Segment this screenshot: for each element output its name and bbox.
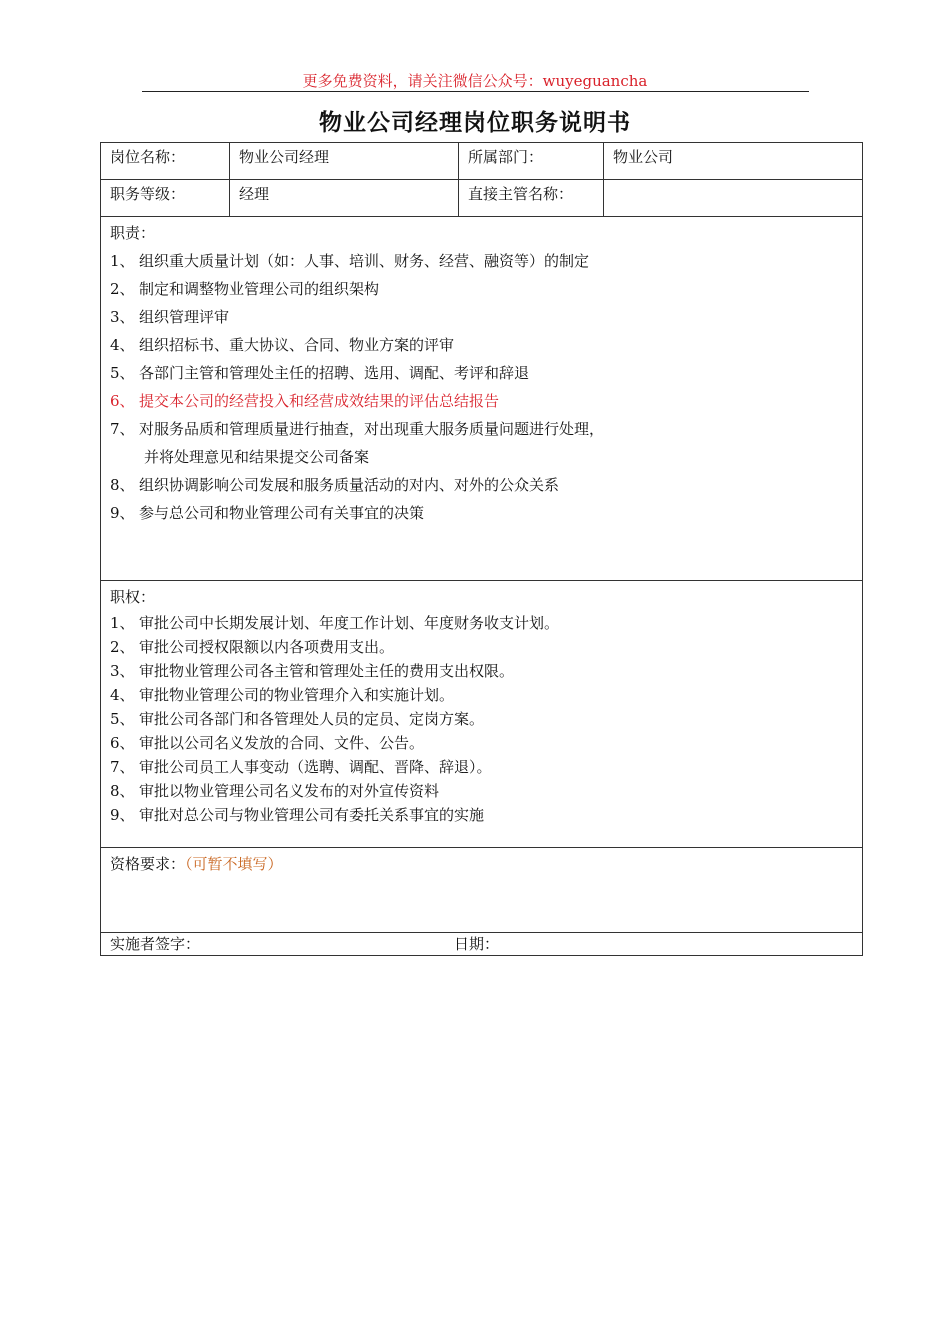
- authority-label: 职权：: [110, 588, 156, 606]
- document-title: 物业公司经理岗位职务说明书: [319, 109, 631, 136]
- list-item: 1、 审批公司中长期发展计划、年度工作计划、年度财务收支计划。: [110, 614, 560, 632]
- list-item: 3、 组织管理评审: [110, 308, 230, 326]
- duties-section: [101, 217, 863, 581]
- duties-label: 职责：: [110, 224, 156, 242]
- info-row-2: [101, 180, 863, 217]
- grade-value: 经理: [230, 180, 459, 217]
- signer-label: 实施者签字：: [110, 935, 201, 953]
- qualification-note: （可暂不填写）: [185, 855, 283, 873]
- authority-section: [101, 581, 863, 848]
- authority-list: [110, 611, 853, 827]
- duties-row: [101, 217, 863, 581]
- info-row-1: [101, 143, 863, 180]
- list-item: 7、 对服务品质和管理质量进行抽查，对出现重大服务质量问题进行处理，: [110, 420, 605, 438]
- list-item: 1、 组织重大质量计划（如：人事、培训、财务、经营、融资等）的制定: [110, 252, 590, 270]
- supervisor-value: [604, 180, 863, 217]
- header-note: 更多免费资料，请关注微信公众号：wuyeguancha: [302, 72, 648, 90]
- list-item-highlighted: 6、 提交本公司的经营投入和经营成效结果的评估总结报告: [110, 392, 500, 410]
- department-label: 所属部门：: [459, 143, 604, 180]
- authority-row: [101, 581, 863, 848]
- qualification-heading: [110, 850, 853, 878]
- list-item: 8、 组织协调影响公司发展和服务质量活动的对内、对外的公众关系: [110, 476, 560, 494]
- supervisor-label: 直接主管名称：: [459, 180, 604, 217]
- header-divider: [142, 91, 809, 92]
- position-label: 岗位名称：: [101, 143, 230, 180]
- qualification-section: [101, 848, 863, 933]
- signature-section: [101, 933, 863, 956]
- date-label: 日期：: [454, 935, 500, 953]
- list-item: 9、 审批对总公司与物业管理公司有委托关系事宜的实施: [110, 806, 485, 824]
- list-item: 4、 组织招标书、重大协议、合同、物业方案的评审: [110, 336, 455, 354]
- list-item: 9、 参与总公司和物业管理公司有关事宜的决策: [110, 504, 425, 522]
- list-item: 2、 制定和调整物业管理公司的组织架构: [110, 280, 380, 298]
- duties-list: [110, 247, 853, 527]
- list-item-continuation: 并将处理意见和结果提交公司备案: [144, 448, 370, 466]
- list-item: 8、 审批以物业管理公司名义发布的对外宣传资料: [110, 782, 440, 800]
- qualification-label: 资格要求：: [110, 855, 186, 873]
- list-item: 5、 审批公司各部门和各管理处人员的定员、定岗方案。: [110, 710, 485, 728]
- list-item: 7、 审批公司员工人事变动（选聘、调配、晋降、辞退）。: [110, 758, 492, 776]
- list-item: 2、 审批公司授权限额以内各项费用支出。: [110, 638, 395, 656]
- qualification-row: [101, 848, 863, 933]
- department-value: 物业公司: [604, 143, 863, 180]
- job-description-table: [100, 142, 863, 956]
- list-item: 4、 审批物业管理公司的物业管理介入和实施计划。: [110, 686, 455, 704]
- list-item: 3、 审批物业管理公司各主管和管理处主任的费用支出权限。: [110, 662, 515, 680]
- list-item: 6、 审批以公司名义发放的合同、文件、公告。: [110, 734, 425, 752]
- signature-row: [101, 933, 863, 956]
- list-item: 5、 各部门主管和管理处主任的招聘、选用、调配、考评和辞退: [110, 364, 530, 382]
- grade-label: 职务等级：: [101, 180, 230, 217]
- position-value: 物业公司经理: [230, 143, 459, 180]
